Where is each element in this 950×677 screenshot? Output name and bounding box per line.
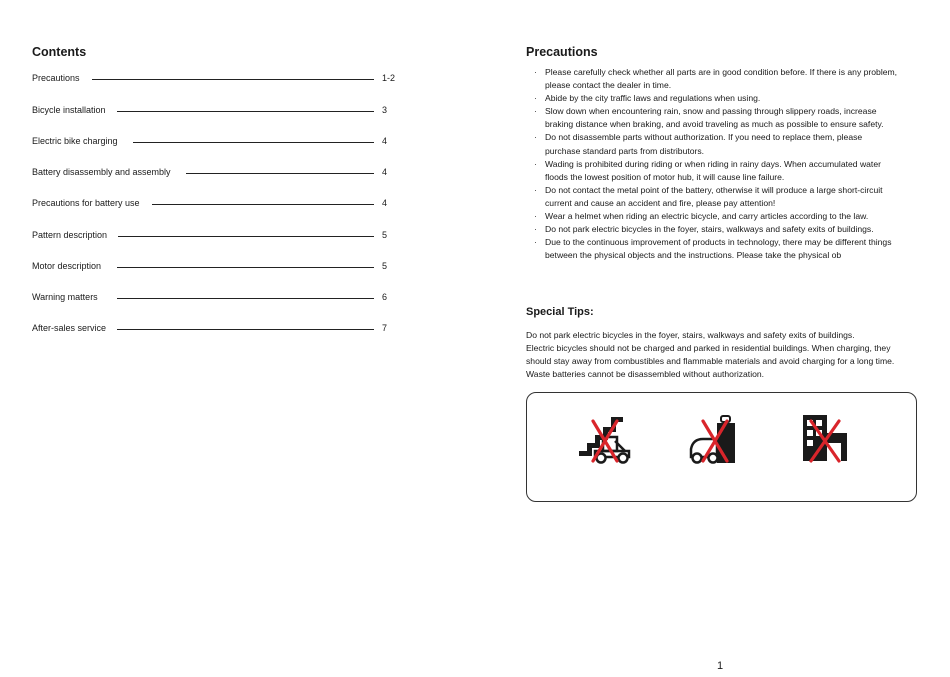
list-item-text: Wear a helmet when riding an electric bicycle, and carry articles according to the law. bbox=[545, 211, 869, 222]
toc-entry-page: 4 bbox=[382, 136, 388, 146]
no-parking-on-stairs-icon bbox=[575, 411, 633, 465]
toc-entry-label: Bicycle installation bbox=[32, 105, 106, 115]
page-number: 1 bbox=[717, 660, 724, 672]
no-parking-in-building-icon bbox=[799, 411, 857, 465]
special-tips-title: Special Tips: bbox=[526, 306, 594, 318]
special-tips-line: Waste batteries cannot be disassembled without authorization. bbox=[526, 369, 765, 380]
bullet: · bbox=[534, 184, 537, 195]
bullet: · bbox=[534, 106, 537, 117]
toc-leader-line bbox=[117, 298, 374, 299]
list-item bbox=[534, 66, 929, 92]
list-item-text: Do not contact the metal point of the battery, otherwise it will produce a large short-circuit bbox=[545, 184, 883, 195]
list-item bbox=[534, 236, 929, 262]
toc-entry-label: Precautions for battery use bbox=[32, 198, 140, 208]
list-item-text: Please carefully check whether all parts are in good condition before. If there is any problem, bbox=[545, 67, 898, 77]
toc-entry-label: After-sales service bbox=[32, 323, 107, 333]
toc-leader-line bbox=[117, 111, 374, 112]
list-item bbox=[534, 184, 929, 210]
toc-leader-line bbox=[152, 204, 374, 205]
toc-entry-page: 5 bbox=[382, 261, 388, 271]
toc-entry-label: Electric bike charging bbox=[32, 136, 118, 146]
list-item-text: purchase standard parts from distributors. bbox=[545, 145, 705, 156]
bullet: · bbox=[534, 237, 537, 248]
toc-entry-label: Pattern description bbox=[32, 230, 108, 240]
bullet: · bbox=[534, 224, 537, 235]
special-tips-line: Do not park electric bicycles in the foyer, stairs, walkways and safety exits of buildings. bbox=[526, 330, 855, 340]
precautions-list bbox=[534, 66, 929, 262]
list-item bbox=[534, 158, 929, 184]
toc-leader-line bbox=[117, 329, 374, 330]
toc-entry[interactable] bbox=[32, 73, 400, 87]
bullet: · bbox=[534, 132, 537, 143]
list-item-text: Due to the continuous improvement of products in technology, there may be different things bbox=[545, 237, 892, 248]
toc-entry[interactable] bbox=[32, 167, 400, 181]
toc-entry[interactable] bbox=[32, 292, 400, 306]
toc-entry-page: 5 bbox=[382, 230, 388, 240]
list-item-text: current and cause an accident and fire, please pay attention! bbox=[545, 197, 776, 208]
toc-entry[interactable] bbox=[32, 261, 400, 275]
bullet: · bbox=[534, 93, 537, 104]
toc-entry-page: 7 bbox=[382, 323, 388, 333]
toc-entry-page: 4 bbox=[382, 167, 388, 177]
special-tips-line: Electric bicycles should not be charged and parked in residential buildings. When charging, they bbox=[526, 343, 891, 354]
bullet: · bbox=[534, 158, 537, 169]
toc-entry[interactable] bbox=[32, 323, 400, 337]
list-item-text: Do not disassemble parts without authorization. If you need to replace them, please bbox=[545, 132, 863, 143]
list-item bbox=[534, 131, 929, 157]
toc-leader-line bbox=[186, 173, 374, 174]
precautions-page bbox=[475, 0, 950, 677]
no-charging-indoors-icon bbox=[687, 411, 745, 465]
list-item bbox=[534, 223, 929, 236]
special-tips-body bbox=[526, 329, 921, 381]
list-item-text: between the physical objects and the instructions. Please take the physical ob bbox=[545, 250, 842, 261]
toc-entry-label: Warning matters bbox=[32, 292, 98, 302]
toc-leader-line bbox=[92, 79, 374, 80]
toc-leader-line bbox=[118, 236, 374, 237]
toc-entry-page: 6 bbox=[382, 292, 388, 302]
toc-entry[interactable] bbox=[32, 136, 400, 150]
contents-title: Contents bbox=[32, 45, 87, 59]
list-item-text: Wading is prohibited during riding or when riding in rainy days. When accumulated water bbox=[545, 158, 881, 169]
list-item-text: Slow down when encountering rain, snow and passing through slippery roads, increase bbox=[545, 106, 877, 117]
precautions-title: Precautions bbox=[526, 45, 598, 59]
list-item-text: Do not park electric bicycles in the foyer, stairs, walkways and safety exits of buildings. bbox=[545, 224, 874, 235]
toc-leader-line bbox=[133, 142, 374, 143]
list-item-text: braking distance when braking, and avoid traveling as much as possible to ensure safety. bbox=[545, 119, 884, 130]
special-tips-line: should stay away from combustibles and flammable materials and avoid charging for a long time. bbox=[526, 356, 895, 367]
toc-entry-label: Motor description bbox=[32, 261, 102, 271]
list-item-text: please contact the dealer in time. bbox=[545, 80, 672, 91]
toc-entry-page: 4 bbox=[382, 198, 388, 208]
list-item bbox=[534, 92, 929, 105]
prohibition-icons-panel bbox=[526, 392, 917, 502]
bullet: · bbox=[534, 67, 537, 77]
bullet: · bbox=[534, 211, 537, 222]
list-item-text: floods the lowest position of motor hub, it will cause line failure. bbox=[545, 171, 785, 182]
list-item bbox=[534, 210, 929, 223]
toc-entry-label: Precautions bbox=[32, 73, 80, 83]
toc-entry-page: 1-2 bbox=[382, 73, 396, 83]
toc-entry-label: Battery disassembly and assembly bbox=[32, 167, 171, 177]
toc-entry-page: 3 bbox=[382, 105, 388, 115]
toc-entry[interactable] bbox=[32, 230, 400, 244]
toc-entry[interactable] bbox=[32, 198, 400, 212]
list-item bbox=[534, 105, 929, 131]
list-item-text: Abide by the city traffic laws and regulations when using. bbox=[545, 93, 761, 104]
toc-entry[interactable] bbox=[32, 105, 400, 119]
toc-leader-line bbox=[117, 267, 374, 268]
